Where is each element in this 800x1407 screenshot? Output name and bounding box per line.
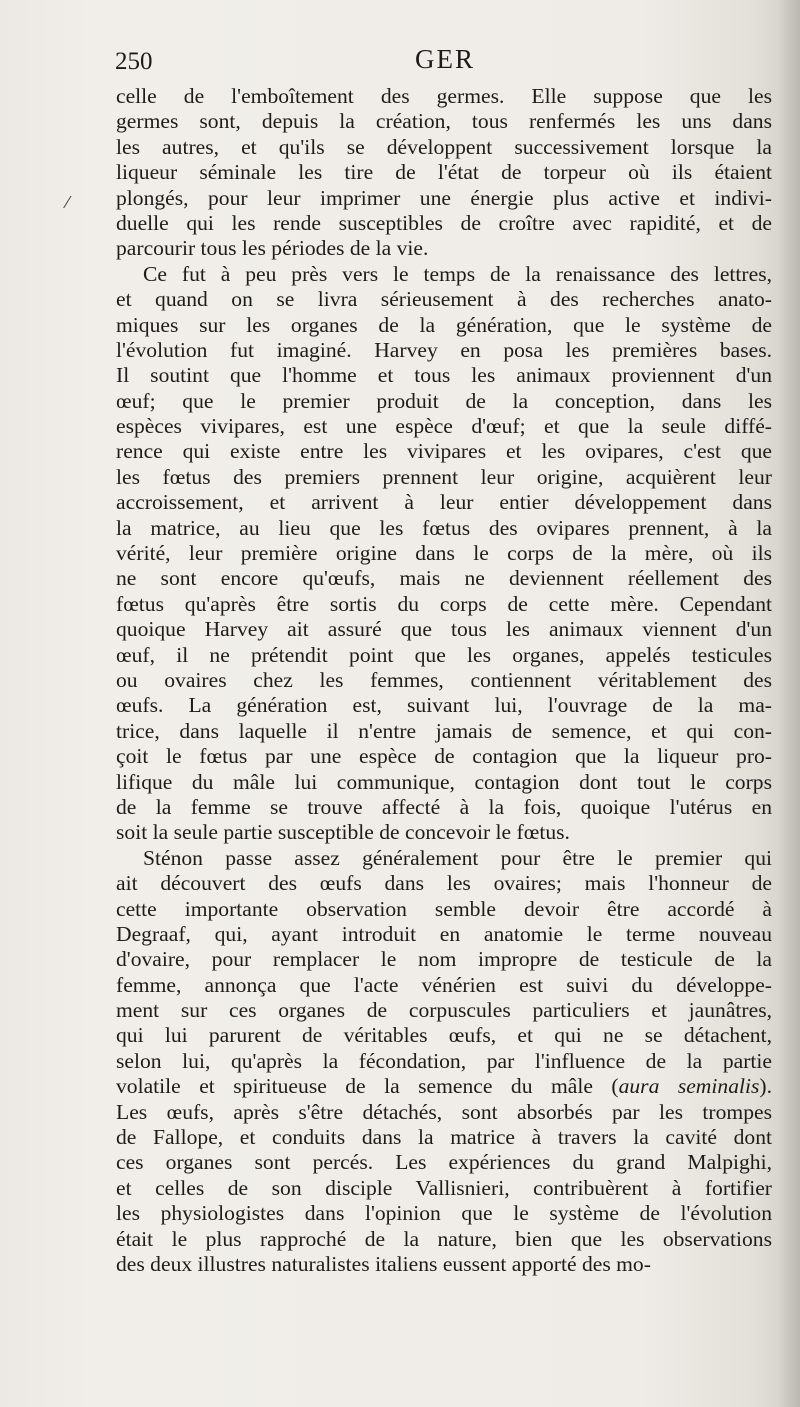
text-line: œuf; que le premier produit de la conception, dans les [116, 388, 772, 413]
text-line: et celles de son disciple Vallisnieri, contribuèrent à fortifier [116, 1175, 772, 1200]
text-line: les fœtus des premiers prennent leur origine, acquièrent leur [116, 464, 772, 489]
text-line: plongés, pour leur imprimer une énergie plus active et indivi- [116, 185, 772, 210]
paragraph [116, 84, 772, 262]
text-line: Degraaf, qui, ayant introduit en anatomie le terme nouveau [116, 921, 772, 946]
text-line: vérité, leur première origine dans le corps de la mère, où ils [116, 541, 772, 566]
text-line: Les œufs, après s'être détachés, sont absorbés par les trompes [116, 1099, 772, 1124]
text-line: accroissement, et arrivent à leur entier développement dans [116, 490, 772, 515]
running-head [115, 42, 775, 82]
text-line: çoit le fœtus par une espèce de contagion que la liqueur pro- [116, 744, 772, 769]
text-line: fœtus qu'après être sortis du corps de cette mère. Cependant [116, 591, 772, 616]
text-line: ait découvert des œufs dans les ovaires; mais l'honneur de [116, 871, 772, 896]
text-line: espèces vivipares, est une espèce d'œuf; et que la seule diffé- [116, 414, 772, 439]
text-line: les autres, et qu'ils se développent successivement lorsque la [116, 134, 772, 159]
paragraph [116, 262, 772, 846]
text-line: rence qui existe entre les vivipares et les ovipares, c'est que [116, 439, 772, 464]
text-line: ne sont encore qu'œufs, mais ne deviennent réellement des [116, 566, 772, 591]
margin-pencil-mark: ⁄ [66, 193, 69, 212]
text-line: ment sur ces organes de corpuscules particuliers et jaunâtres, [116, 998, 772, 1023]
text-line: des deux illustres naturalistes italiens eussent apporté des mo- [116, 1251, 651, 1276]
running-head-title: GER [415, 44, 475, 74]
text-line: quoique Harvey ait assuré que tous les animaux viennent d'un [116, 617, 772, 642]
text-line: trice, dans laquelle il n'entre jamais de semence, et qui con- [116, 718, 772, 743]
text-line: Sténon passe assez généralement pour être le premier qui [143, 845, 772, 870]
text-line: l'évolution fut imaginé. Harvey en posa les premières bases. [116, 337, 772, 362]
paragraph [116, 846, 772, 1278]
page-number: 250 [115, 48, 153, 75]
text-line: volatile et spiritueuse de la semence du mâle (aura seminalis). [116, 1074, 772, 1099]
text-line: selon lui, qu'après la fécondation, par l'influence de la partie [116, 1048, 772, 1073]
text-line: de la femme se trouve affecté à la fois, quoique l'utérus en [116, 794, 772, 819]
text-line: miques sur les organes de la génération, que le système de [116, 312, 772, 337]
text-line: d'ovaire, pour remplacer le nom impropre de testicule de la [116, 947, 772, 972]
text-line: duelle qui les rende susceptibles de croître avec rapidité, et de [116, 210, 772, 235]
text-line: Il soutint que l'homme et tous les animaux proviennent d'un [116, 363, 772, 388]
body-text [116, 84, 772, 1277]
text-line: œuf, il ne prétendit point que les organes, appelés testicules [116, 642, 772, 667]
text-line: qui lui parurent de véritables œufs, et qui ne se détachent, [116, 1023, 772, 1048]
text-line: œufs. La génération est, suivant lui, l'ouvrage de la ma- [116, 693, 772, 718]
text-line: ou ovaires chez les femmes, contiennent véritablement des [116, 667, 772, 692]
text-line: était le plus rapproché de la nature, bien que les observations [116, 1226, 772, 1251]
text-line: ces organes sont percés. Les expériences du grand Malpighi, [116, 1150, 772, 1175]
text-line: germes sont, depuis la création, tous renfermés les uns dans [116, 109, 772, 134]
text-line: de Fallope, et conduits dans la matrice à travers la cavité dont [116, 1125, 772, 1150]
text-line: parcourir tous les périodes de la vie. [116, 236, 429, 261]
text-line: les physiologistes dans l'opinion que le système de l'évolution [116, 1201, 772, 1226]
text-line: celle de l'emboîtement des germes. Elle suppose que les [116, 84, 772, 108]
text-line: Ce fut à peu près vers le temps de la renaissance des lettres, [143, 261, 772, 286]
text-line: lifique du mâle lui communique, contagion dont tout le corps [116, 769, 772, 794]
text-line: soit la seule partie susceptible de concevoir le fœtus. [116, 820, 570, 845]
text-line: femme, annonça que l'acte vénérien est suivi du développe- [116, 972, 772, 997]
text-line: la matrice, au lieu que les fœtus des ovipares prennent, à la [116, 515, 772, 540]
text-line: cette importante observation semble devoir être accordé à [116, 896, 772, 921]
text-line: liqueur séminale les tire de l'état de torpeur où ils étaient [116, 160, 772, 185]
text-line: et quand on se livra sérieusement à des recherches anato- [116, 287, 772, 312]
